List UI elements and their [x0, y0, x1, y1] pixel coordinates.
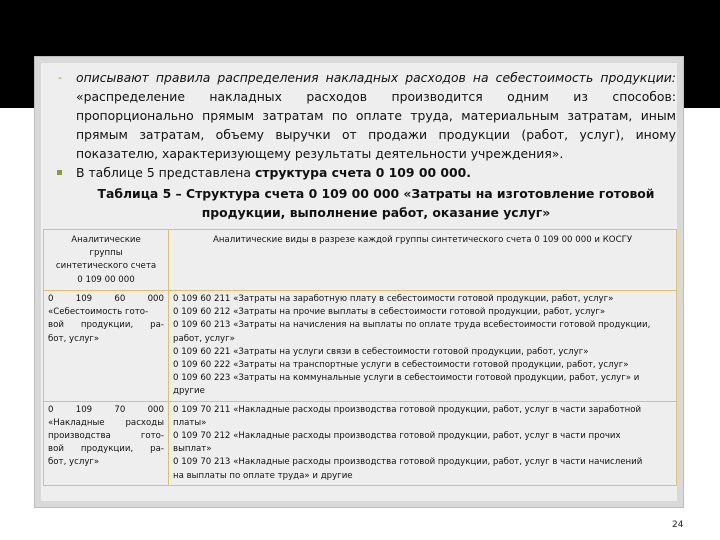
group-line: «Себестоимость гото- [48, 307, 149, 318]
item-line: платы» [173, 417, 207, 428]
group-line: «Накладные расходы [48, 417, 164, 428]
page-number: 24 [672, 520, 684, 530]
item-line: 0 109 60 212 «Затраты на прочие выплаты в себестоимости готовой продукции, работ, услуг» [173, 307, 606, 318]
item-line: выплат» [173, 444, 212, 455]
table-row [44, 401, 677, 485]
table-caption-line-2: продукции, выполнение работ, оказание услуг» [201, 205, 551, 220]
header-col1-line: группы [89, 248, 123, 259]
table-row [44, 291, 677, 402]
paragraph-line-4: прямым затратам, объему выручки от продажи продукции (работ, услуг), иному [76, 127, 676, 142]
item-line: 0 109 60 213 «Затраты на начисления на выплаты по оплате труда всебестоимости готовой продукции, [173, 320, 651, 331]
item-line: 0 109 70 212 «Накладные расходы производства готовой продукции, работ, услуг в части прочих [173, 431, 621, 442]
group-line: производства гото- [48, 431, 164, 442]
paragraph-line-6 [76, 163, 676, 182]
group-line: бот, услуг» [48, 333, 100, 344]
paragraph-line-6-text: В таблице 5 представлена [76, 165, 255, 180]
dash-bullet: - [58, 71, 62, 84]
item-line: на выплаты по оплате труда» и другие [173, 470, 353, 481]
paragraph-line-3: пропорционально прямым затратам по оплате труда, материальным затратам, иным [76, 108, 676, 123]
items-cell [169, 401, 677, 485]
header-col1-line: 0 109 00 000 [77, 274, 135, 285]
item-line: 0 109 70 211 «Накладные расходы производства готовой продукции, работ, услуг в части заработной [173, 404, 642, 415]
item-line: работ, услуг» [173, 333, 235, 344]
item-line: 0 109 60 211 «Затраты на заработную плату в себестоимости готовой продукции, работ, услуг» [173, 294, 614, 304]
paragraph-line-6-bold: структура счета 0 109 00 000. [254, 165, 471, 180]
header-cell-kinds: Аналитические виды в разрезе каждой группы синтетического счета 0 109 00 000 и КОСГУ [169, 230, 677, 291]
item-line: 0 109 60 223 «Затраты на коммунальные услуги в себестоимости готовой продукции, работ, услуг» и [173, 373, 640, 384]
group-line: вой продукции, ра- [48, 444, 164, 455]
table-header-row [44, 230, 677, 291]
item-line: другие [173, 386, 205, 397]
table-caption-line-1: Таблица 5 – Структура счета 0 109 00 000 «Затраты на изготовление готовой [97, 186, 655, 201]
header-col1-line: синтетического счета [55, 261, 157, 272]
header-cell-groups [44, 230, 169, 291]
item-line: 0 109 60 222 «Затраты на транспортные услуги в себестоимости готовой продукции, работ, услуг» [173, 360, 629, 371]
items-cell [169, 291, 677, 402]
item-line: 0 109 70 213 «Накладные расходы производства готовой продукции, работ, услуг в части начислений [173, 457, 643, 468]
group-line: 0 109 60 000 [48, 294, 164, 304]
header-col1-line: Аналитические [71, 235, 141, 245]
paragraph-line-1: описывают правила распределения накладных расходов на себестоимость продукции: [76, 70, 676, 85]
group-line: вой продукции, ра- [48, 320, 164, 331]
paragraph-line-2: «распределение накладных расходов производится одним из способов: [76, 89, 676, 104]
paragraph-line-5: показателю, характеризующему результаты деятельности учреждения». [76, 146, 564, 161]
item-line: 0 109 60 221 «Затраты на услуги связи в себестоимости готовой продукции, работ, услуг» [173, 346, 589, 357]
group-line: 0 109 70 000 [48, 404, 164, 415]
group-line: бот, услуг» [48, 457, 100, 468]
group-cell [44, 401, 169, 485]
square-bullet [57, 170, 62, 175]
account-structure-table [43, 229, 677, 486]
group-cell [44, 291, 169, 402]
